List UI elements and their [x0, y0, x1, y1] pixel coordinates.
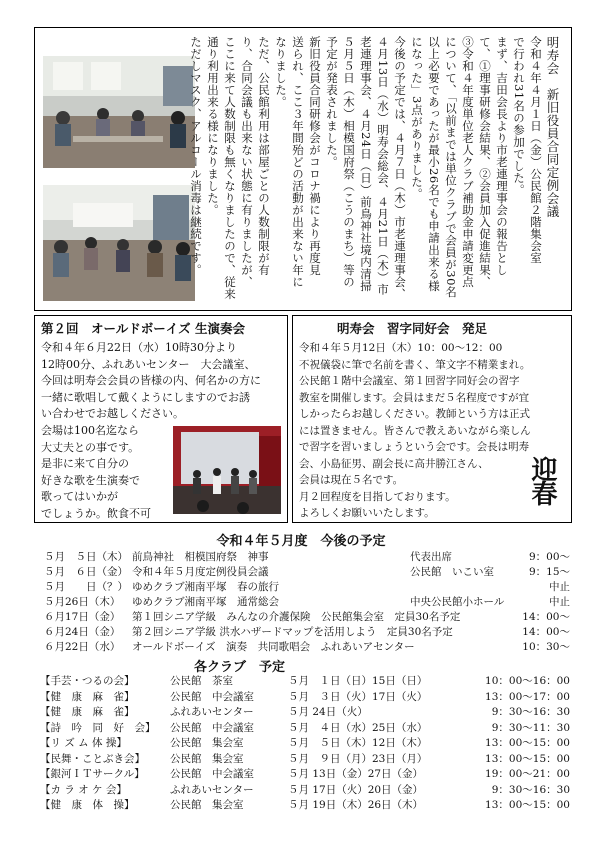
- club-time: 13：00～15：00: [485, 799, 570, 811]
- schedule-time: 14：00～: [522, 626, 570, 638]
- oldboys-line: 12時00分、ふれあいセンター 大会議室、: [41, 357, 256, 371]
- club-time: 9：30～16：30: [491, 783, 570, 796]
- calligraphy-line: しかったらお越しください。教師という方は正式: [299, 408, 530, 420]
- oldboys-side-line: 是非に来て自分の: [41, 457, 129, 470]
- table-row: [44, 625, 570, 640]
- schedule-event: 令和４年５月度定例役員会議: [132, 566, 269, 578]
- club-place: ふれあいセンター: [170, 783, 254, 796]
- oldboys-line: い合わせでお越しください。: [41, 407, 184, 420]
- oldboys-line: 今回は明寿会会員の皆様の内、何名かの方に: [41, 374, 261, 387]
- club-dates: ５月 ９日（月）23日（月）: [288, 752, 428, 765]
- club-name: 【健 康 体 操】: [40, 799, 135, 811]
- club-dates: ５月 24日（火）: [288, 706, 368, 718]
- club-time: 13：00～15：00: [485, 752, 570, 765]
- schedule-date: ６月24日（金）: [44, 626, 121, 638]
- table-row: [40, 783, 570, 799]
- meeting-photo-1: [43, 56, 195, 168]
- geishun-stamp: 迎春: [527, 456, 557, 504]
- table-row: [40, 736, 570, 752]
- main-article-text: [189, 36, 561, 311]
- oldboys-side-line: 歌ってはいかが: [41, 490, 118, 503]
- table-row: [44, 640, 570, 655]
- schedule-event: ゆめクラブ湘南平塚 通常総会: [132, 596, 279, 608]
- club-time: 9：30～11：30: [491, 721, 570, 734]
- schedule-date: ５月 ６日（金）: [44, 566, 128, 578]
- main-article-box: [34, 27, 572, 311]
- table-row: [44, 565, 570, 580]
- calligraphy-line: よろしくお願いいたします。: [299, 507, 435, 519]
- schedule-date: ５月 ５日（木）: [44, 551, 128, 563]
- schedule-date: ５月26日（木）: [44, 596, 121, 608]
- club-time: 10：00～16：00: [485, 675, 570, 687]
- schedule-date: ５月 日（？）: [44, 581, 128, 593]
- club-time: 9：30～16：30: [491, 706, 570, 718]
- schedule-place: 代表出席: [410, 551, 452, 563]
- clubs-table: [40, 674, 570, 814]
- club-place: 公民館 集会室: [170, 799, 244, 811]
- schedule-place: [410, 580, 520, 595]
- calligraphy-box: [292, 315, 572, 523]
- club-dates: ５月 ５日（木）12日（木）: [288, 737, 428, 749]
- meeting-photo-2: [43, 185, 195, 301]
- club-time: 13：00～17：00: [485, 690, 570, 703]
- club-place: 公民館 中会議室: [170, 721, 254, 734]
- schedule-event: オールドボーイズ 演奏 共同歌唱会 ふれあいアセンター: [132, 641, 415, 653]
- main-article-line: ５月５日（木）相模国府祭（こうのまち）等の: [342, 36, 356, 288]
- club-name: 【カ ラ オ ケ 会】: [40, 783, 127, 796]
- club-place: 公民館 集会室: [170, 737, 244, 749]
- main-article-line: て、①理事研修会結果、②会員加入促進結果、: [478, 36, 492, 288]
- main-article-line: 送られ、ここ３年間殆どの活動が出来ない年に: [291, 36, 305, 288]
- schedule-time: 中止: [549, 596, 570, 608]
- schedule-place: 公民館 いこい室: [410, 566, 494, 578]
- club-name: 【詩 吟 同 好 会】: [40, 721, 156, 734]
- table-row: [40, 674, 570, 690]
- main-article-line: について、「以前までは単位クラブで会員が30名: [444, 36, 458, 298]
- main-article-line: 通り利用出来る様になりました。: [206, 36, 220, 216]
- main-article-title: 明寿会 新旧役員合同定例会議: [545, 36, 560, 218]
- main-article-line: り、合同会議も出来ない状態に有りましたが、: [240, 36, 254, 288]
- table-row: [40, 798, 570, 814]
- club-place: 公民館 中会議室: [170, 690, 254, 703]
- oldboys-line: 一緒に歌唱して戴くようにしますのでお誘: [41, 390, 250, 404]
- club-dates: ５月 １日（日）15日（日）: [288, 675, 428, 687]
- main-article-line: になった」3点がありました。: [410, 36, 424, 200]
- calligraphy-line: で習字を習いましょうという会です。会長は明寿: [299, 441, 530, 453]
- table-row: [40, 690, 570, 706]
- club-name: 【健 康 麻 雀】: [40, 690, 135, 703]
- club-dates: ５月 17日（火）20日（金）: [288, 783, 424, 796]
- calligraphy-title: 明寿会 習字同好会 発足: [337, 321, 488, 336]
- schedule-event: 第１回シニア学級 みんなの介護保険 公民館集会室 定員30名予定: [132, 611, 461, 623]
- table-row: [44, 580, 570, 595]
- club-name: 【民舞・ことぶき会】: [40, 752, 145, 765]
- club-dates: ５月 ３日（火）17日（火）: [288, 690, 428, 703]
- main-article-line: 今後の予定では、４月７日（木）市老連理事会、: [393, 36, 407, 300]
- schedule-time: 中止: [549, 581, 570, 593]
- main-article-line: ただ、公民館利用は部屋ごとの人数制限が有: [257, 36, 271, 276]
- main-article-line: ここに来て人数制限も無くなりましたので、従来: [223, 36, 237, 300]
- schedule-table: [44, 550, 570, 655]
- club-dates: ５月 ４日（水）25日（水）: [288, 721, 428, 734]
- main-article-line: ③令和４年度単位老人クラブ補助金申請変更点: [461, 36, 475, 288]
- main-article-line: なりました。: [274, 36, 288, 108]
- table-row: [44, 610, 570, 625]
- schedule-time: 14：00～: [522, 611, 570, 623]
- calligraphy-line: 不祝儀袋に筆で名前を書く、筆文字不精業まれ。: [299, 358, 531, 371]
- club-name: 【リ ズ ム 体 操】: [40, 737, 127, 749]
- schedule-event: ゆめクラブ湘南平塚 春の旅行: [132, 581, 279, 593]
- main-article-line: 令和４年４月１日（金）公民館２階集会室: [529, 36, 543, 264]
- club-place: ふれあいセンター: [170, 706, 254, 718]
- schedule-place: 中央公民館小ホール: [410, 596, 505, 608]
- schedule-time: 9：15～: [528, 566, 570, 578]
- main-article-line: 予定が発表されました。: [325, 36, 339, 168]
- main-article-line: で行われ31名の参加でした。: [512, 36, 526, 196]
- oldboys-title: 第２回 オールドボーイズ 生演奏会: [41, 321, 245, 336]
- club-name: 【手芸・つるの会】: [40, 675, 135, 687]
- schedule-time: 10：30～: [522, 641, 570, 653]
- schedule-event: 前鳥神社 相模国府祭 神事: [132, 551, 269, 563]
- club-place: 公民館 中会議室: [170, 768, 254, 780]
- main-article-line: ４月13日（水）明寿会総会、４月21日（木）市: [376, 36, 390, 296]
- clubs-title: 各クラブ 予定: [194, 660, 286, 675]
- calligraphy-line: 公民館１階中会議室、第１回習字同好会の習字: [299, 375, 520, 387]
- main-article-line: 老連理事会、４月24日（日）前鳥神社境内清掃: [359, 36, 373, 292]
- table-row: [40, 705, 570, 721]
- table-row: [40, 767, 570, 783]
- schedule-time: 9：00～: [528, 551, 570, 563]
- oldboys-side-line: 好きな歌を生演奏で: [41, 473, 140, 487]
- club-dates: ５月 13日（金）27日（金）: [288, 768, 424, 780]
- oldboys-box: [34, 315, 288, 523]
- oldboys-side-line: 大丈夫との事です。: [41, 440, 140, 454]
- club-time: 13：00～15：00: [485, 737, 570, 749]
- table-row: [44, 595, 570, 610]
- club-time: 19：00～21：00: [485, 768, 570, 780]
- calligraphy-line: には置きません。皆さんで教えあいながら楽しん: [299, 424, 531, 437]
- schedule-date: ６月22日（水）: [44, 641, 121, 653]
- club-name: 【銀河ＩＴサークル】: [40, 768, 145, 780]
- main-article-line: 新旧役員合同研修会がコロナ禍により再度見: [308, 36, 322, 276]
- oldboys-line: 令和４年６月22日（水）10時30分より: [41, 341, 237, 354]
- oldboys-side-line: 会場は100名迄なら: [41, 424, 139, 437]
- main-article-line: 以上必要であったが最小26名でも申請出来る様: [427, 36, 441, 292]
- calligraphy-line: 令和４年５月12日（木）10：00～12：00: [299, 342, 503, 354]
- schedule-event: 第２回シニア学級 洪水ハザードマップを活用しよう 定員30名予定: [132, 626, 453, 638]
- schedule-date: ６月17日（金）: [44, 611, 121, 623]
- club-place: 公民館 集会室: [170, 752, 244, 765]
- schedule-title: 令和４年５月度 今後の予定: [216, 534, 386, 549]
- club-name: 【健 康 麻 雀】: [40, 706, 135, 718]
- club-place: 公民館 茶室: [170, 675, 233, 687]
- calligraphy-line: 教室を開催します。会員はまだ５名程度ですが宜: [299, 391, 530, 404]
- table-row: [40, 752, 570, 768]
- main-article-line: ただしマスク、アルコール消毒は継続です。: [189, 36, 203, 276]
- oldboys-side-line: でしょうか。飲食不可: [41, 506, 151, 520]
- calligraphy-line: 会、小島征男、副会長に高井勝江さん、: [299, 457, 489, 470]
- calligraphy-line: 月２回程度を目指しております。: [299, 490, 456, 503]
- band-photo: [173, 426, 281, 514]
- main-article-line: まず、吉田会長より市老連理事会の報告とし: [495, 36, 509, 276]
- club-dates: ５月 19日（木）26日（木）: [288, 799, 424, 811]
- calligraphy-line: 会員は現在５名です。: [299, 474, 404, 486]
- table-row: [44, 550, 570, 565]
- table-row: [40, 721, 570, 737]
